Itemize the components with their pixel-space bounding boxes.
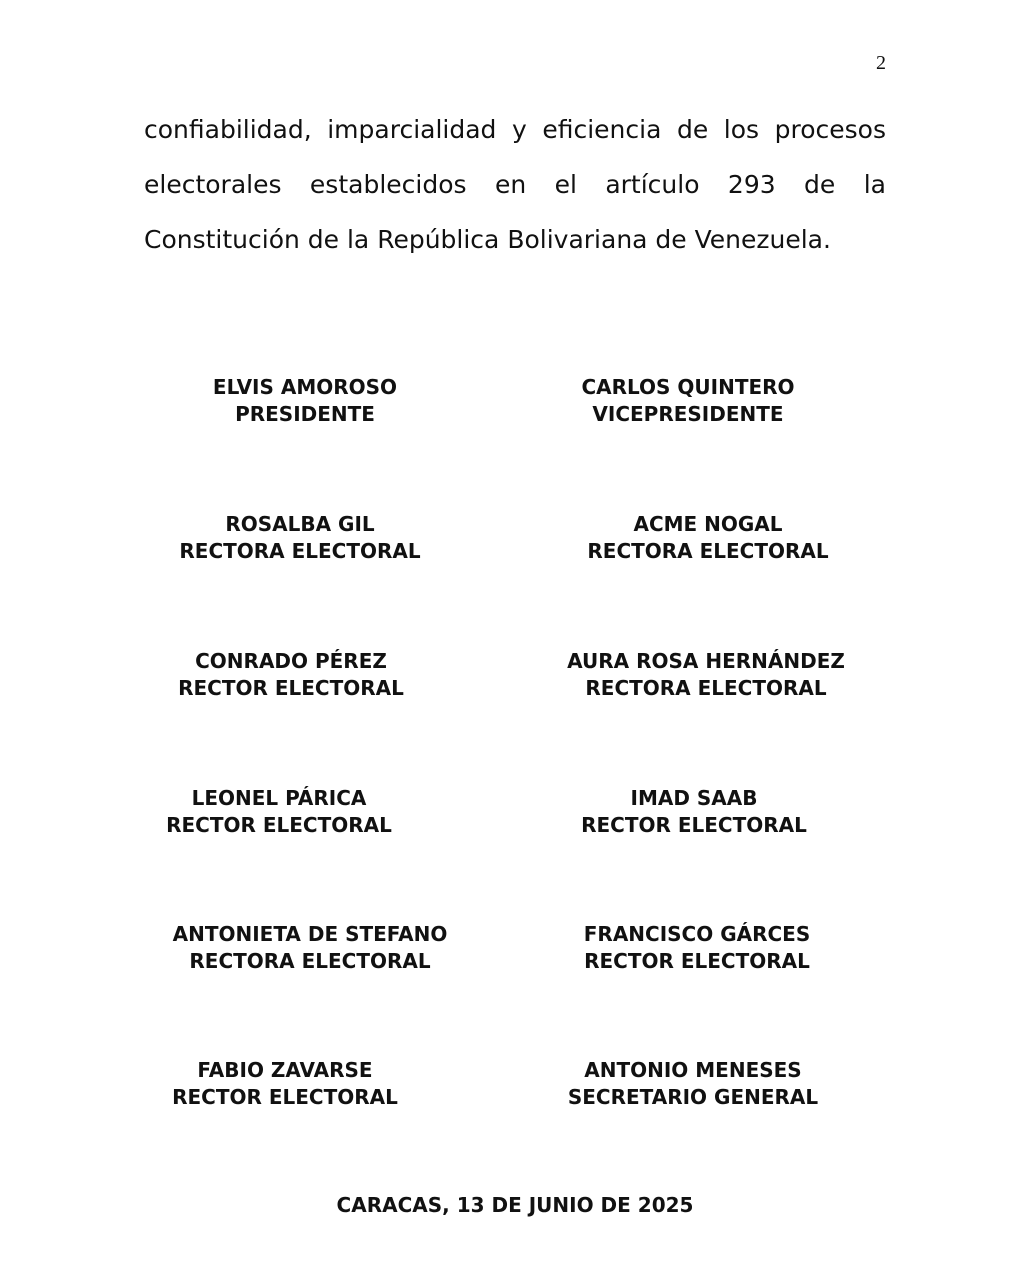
signatory-title: RECTORA ELECTORAL (585, 676, 827, 700)
signatory-title: RECTOR ELECTORAL (584, 949, 810, 973)
place-and-date: CARACAS, 13 DE JUNIO DE 2025 (336, 1193, 694, 1217)
signatory-title: RECTOR ELECTORAL (166, 813, 392, 837)
signatory-name: ANTONIETA DE STEFANO (172, 922, 448, 946)
signature-block (140, 511, 460, 565)
signatory-title: VICEPRESIDENTE (592, 402, 784, 426)
signatory-title: RECTOR ELECTORAL (172, 1085, 398, 1109)
signatory-name: ELVIS AMOROSO (212, 375, 398, 399)
signatory-title: RECTOR ELECTORAL (178, 676, 404, 700)
signatory-name: CONRADO PÉREZ (195, 649, 387, 673)
signatory-title: SECRETARIO GENERAL (567, 1085, 819, 1109)
signatory-name: ACME NOGAL (633, 512, 783, 536)
signature-block (131, 648, 451, 702)
signatory-title: RECTORA ELECTORAL (179, 539, 421, 563)
signatory-title: PRESIDENTE (235, 402, 375, 426)
signatory-name: FRANCISCO GÁRCES (583, 922, 811, 946)
signatory-name: CARLOS QUINTERO (581, 375, 795, 399)
signature-block-vicepresident (538, 374, 838, 428)
signature-block (534, 785, 854, 839)
signature-block (537, 921, 857, 975)
signatory-name: AURA ROSA HERNÁNDEZ (567, 649, 845, 673)
signatory-name: IMAD SAAB (630, 786, 758, 810)
signatory-name: FABIO ZAVARSE (197, 1058, 373, 1082)
signatory-name: ANTONIO MENESES (584, 1058, 802, 1082)
body-paragraph: confiabilidad, imparcialidad y eficiencia de los procesos electorales establecidos en el artículo 293 de la Constitución de la República Bolivariana de Venezuela. (144, 115, 886, 254)
signature-block-president (145, 374, 465, 428)
signature-block (135, 921, 485, 975)
signature-block (548, 511, 868, 565)
signatory-name: LEONEL PÁRICA (191, 786, 367, 810)
signature-block (531, 648, 881, 702)
signature-block-secretary (533, 1057, 853, 1111)
signatory-title: RECTORA ELECTORAL (189, 949, 431, 973)
signature-block (125, 1057, 445, 1111)
signatory-title: RECTOR ELECTORAL (581, 813, 807, 837)
page-number: 2 (876, 52, 886, 74)
signatory-name: ROSALBA GIL (225, 512, 375, 536)
signature-block (119, 785, 439, 839)
signatory-title: RECTORA ELECTORAL (587, 539, 829, 563)
